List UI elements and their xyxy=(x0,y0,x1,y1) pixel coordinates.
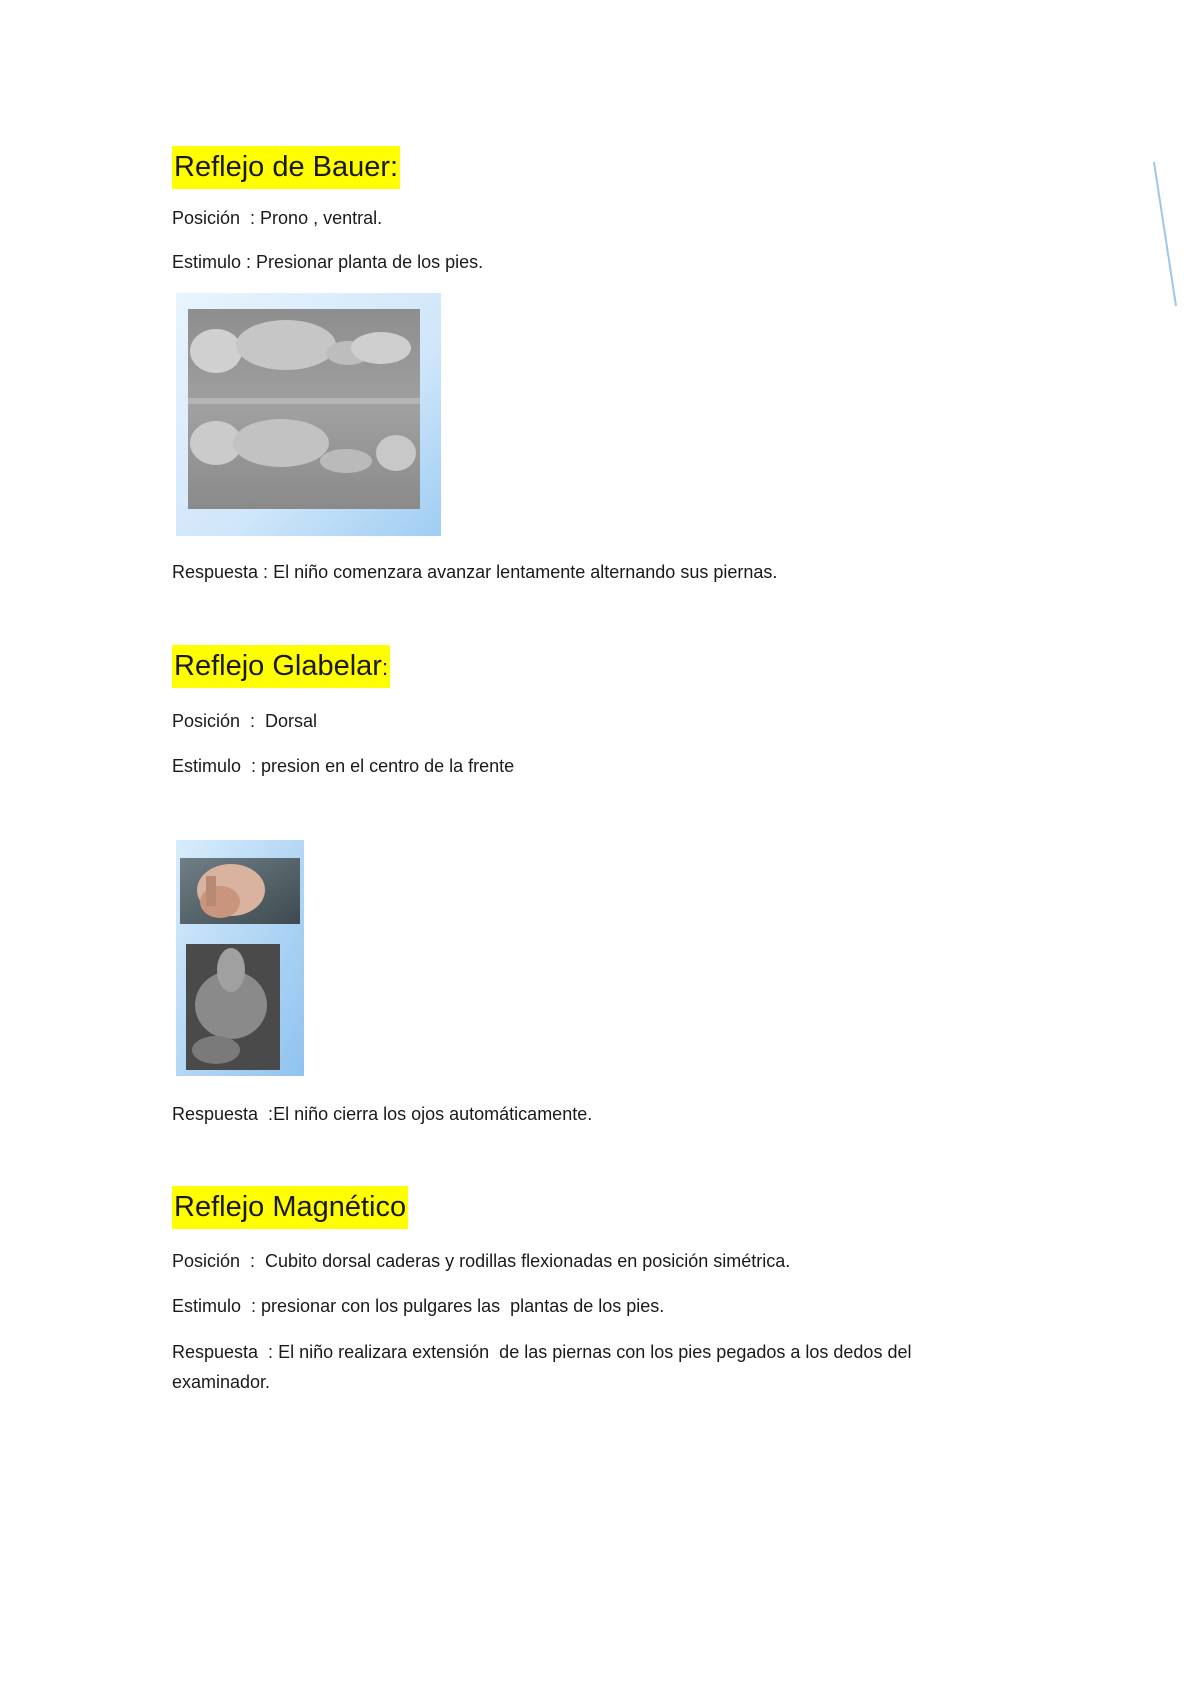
glabelar-response: Respuesta :El niño cierra los ojos automáticamente. xyxy=(172,1104,593,1124)
glabelar-reflex-photo xyxy=(176,840,304,1076)
section-title-glabelar: Reflejo Glabelar: xyxy=(172,652,390,681)
magnetico-stimulus: Estimulo : presionar con los pulgares las plantas de los pies. xyxy=(172,1296,665,1316)
glabelar-stimulus: Estimulo : presion en el centro de la frente xyxy=(172,756,515,776)
bauer-position: Posición : Prono , ventral. xyxy=(172,208,383,228)
section-title-magnetico: Reflejo Magnético xyxy=(172,1193,408,1222)
margin-line-mark xyxy=(1150,160,1180,310)
bauer-response: Respuesta : El niño comenzara avanzar lentamente alternando sus piernas. xyxy=(172,562,778,582)
bauer-stimulus: Estimulo : Presionar planta de los pies. xyxy=(172,252,484,272)
magnetico-position: Posición : Cubito dorsal caderas y rodillas flexionadas en posición simétrica. xyxy=(172,1251,791,1271)
glabelar-position: Posición : Dorsal xyxy=(172,711,318,731)
magnetico-response: Respuesta : El niño realizara extensión de las piernas con los pies pegados a los dedos del examinador. xyxy=(172,1342,917,1392)
section-title-bauer: Reflejo de Bauer: xyxy=(172,153,400,182)
bauer-reflex-photo xyxy=(176,293,441,536)
